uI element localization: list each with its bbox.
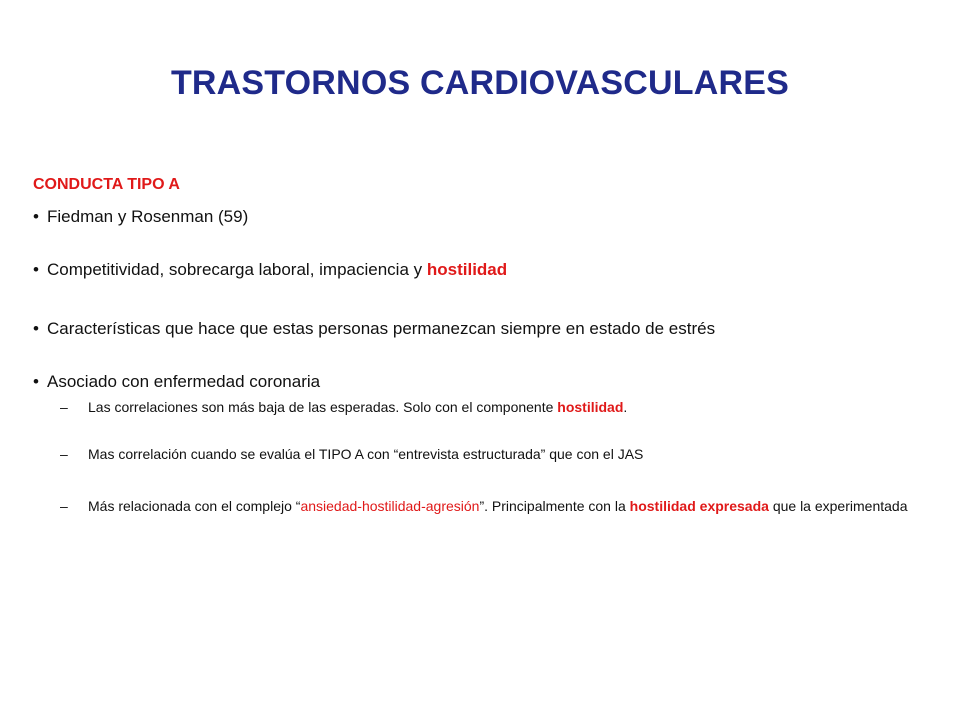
sub-text: Mas correlación cuando se evalúa el TIPO A con “entrevista estructurada” que con el JAS <box>88 446 644 462</box>
bullet-marker: • <box>33 319 39 338</box>
bullet-item <box>33 372 321 392</box>
highlight-hostilidad: hostilidad <box>557 399 624 415</box>
sub-text-plain: que la experimentada <box>768 498 908 514</box>
highlight-ansiedad-hostilidad-agresion: ansiedad-hostilidad-agresión <box>300 498 480 514</box>
sub-text <box>88 498 918 515</box>
bullet-text <box>47 260 507 280</box>
bullet-item <box>33 319 716 339</box>
sub-text-plain: Las correlaciones son más baja de las esperadas. Solo con el componente <box>88 399 558 415</box>
highlight-hostilidad: hostilidad <box>426 260 508 279</box>
dash-marker: – <box>60 399 68 415</box>
dash-marker: – <box>60 446 68 462</box>
bullet-item <box>33 207 249 227</box>
bullet-text: Fiedman y Rosenman (59) <box>47 207 249 226</box>
bullet-text-plain: Competitividad, sobrecarga laboral, impaciencia y <box>47 260 427 279</box>
bullet-item <box>33 260 508 280</box>
sub-text-plain: ”. Principalmente con la <box>479 498 630 514</box>
bullet-marker: • <box>33 260 39 279</box>
dash-marker: – <box>60 498 68 514</box>
slide-title: TRASTORNOS CARDIOVASCULARES <box>170 64 790 102</box>
bullet-text: Características que hace que estas personas permanezcan siempre en estado de estrés <box>47 319 716 338</box>
highlight-hostilidad-expresada: hostilidad expresada <box>629 498 769 514</box>
bullet-text: Asociado con enfermedad coronaria <box>47 372 321 391</box>
sub-text <box>88 399 918 416</box>
section-heading: CONDUCTA TIPO A <box>33 176 180 193</box>
sub-text-plain: Más relacionada con el complejo “ <box>88 498 301 514</box>
bullet-marker: • <box>33 372 39 391</box>
bullet-marker: • <box>33 207 39 226</box>
sub-text-plain: . <box>623 399 628 415</box>
